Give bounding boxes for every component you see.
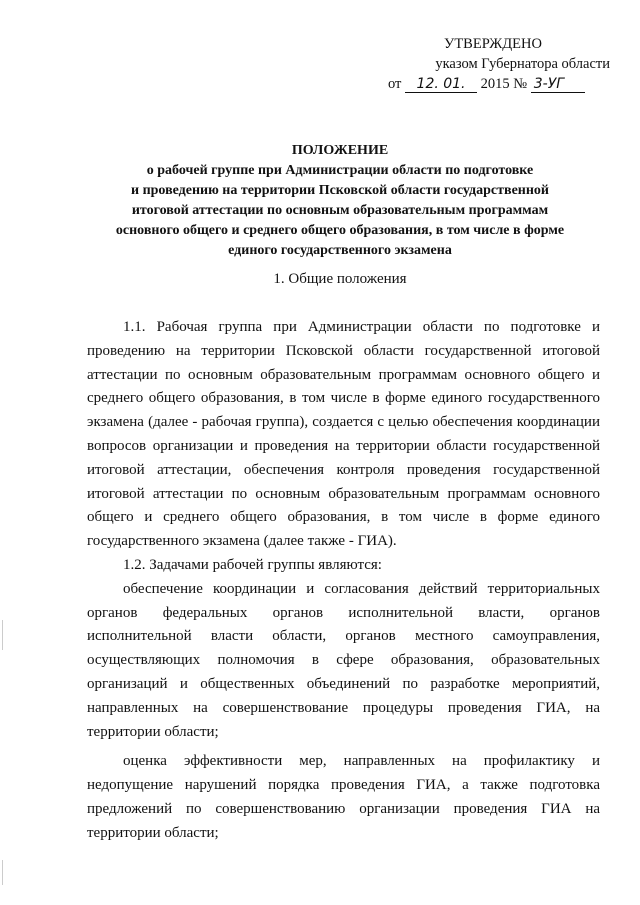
approval-date-line [388,74,610,94]
title-heading: ПОЛОЖЕНИЕ [291,143,389,158]
title-line: и проведению на территории Псковской области государственной [131,183,549,198]
title-line: о рабочей группе при Администрации области по подготовке [146,163,534,178]
document-body [87,316,600,846]
year-number-label: 2015 № [480,76,528,92]
document-title [80,141,600,261]
approval-decree: указом Губернатора области [435,56,610,72]
paragraph: обеспечение координации и согласования действий территориальных органов федеральных органов исполнительной власти, органов исполнительной власти области, органов местного самоуправления, осуществляющих полномочия в сфере образования, образовательных организаций и общественных объединений по разработке мероприятий, направленных на совершенствование процедуры проведения ГИА, на территории области; [87,580,600,740]
title-line: основного общего и среднего общего образования, в том числе в форме [115,223,565,238]
handwritten-number: 3-УГ [531,77,585,93]
paragraph: оценка эффективности мер, направленных на профилактику и недопущение нарушений порядка проведения ГИА, а также подготовка предложений по совершенствованию организации проведения ГИА на территории области; [87,753,600,841]
paragraph: 1.2. Задачами рабочей группы являются: [123,556,382,573]
scan-artifact [2,620,3,650]
date-prefix: от [388,76,402,92]
handwritten-date: 12. 01. [405,77,477,93]
section-heading: 1. Общие положения [273,271,407,287]
paragraph: 1.1. Рабочая группа при Администрации области по подготовке и проведению на территории Псковской области государственной итоговой аттестации по основным образовательным программам основного общего и среднего общего образования, в том числе в форме единого государственного экзамена (далее - рабочая группа), создается с целью обеспечения координации вопросов организации и проведения на территории области государственной итоговой аттестации, обеспечения контроля проведения государственной итоговой аттестации по основным образовательным программам основного общего и среднего общего образования, в том числе в форме единого государственного экзамена (далее также - ГИА). [87,319,600,550]
title-line: итоговой аттестации по основным образовательным программам [131,203,549,218]
scan-artifact [2,860,3,885]
approval-label: УТВЕРЖДЕНО [444,36,542,52]
approval-stamp [388,34,610,94]
title-line: единого государственного экзамена [228,243,452,258]
